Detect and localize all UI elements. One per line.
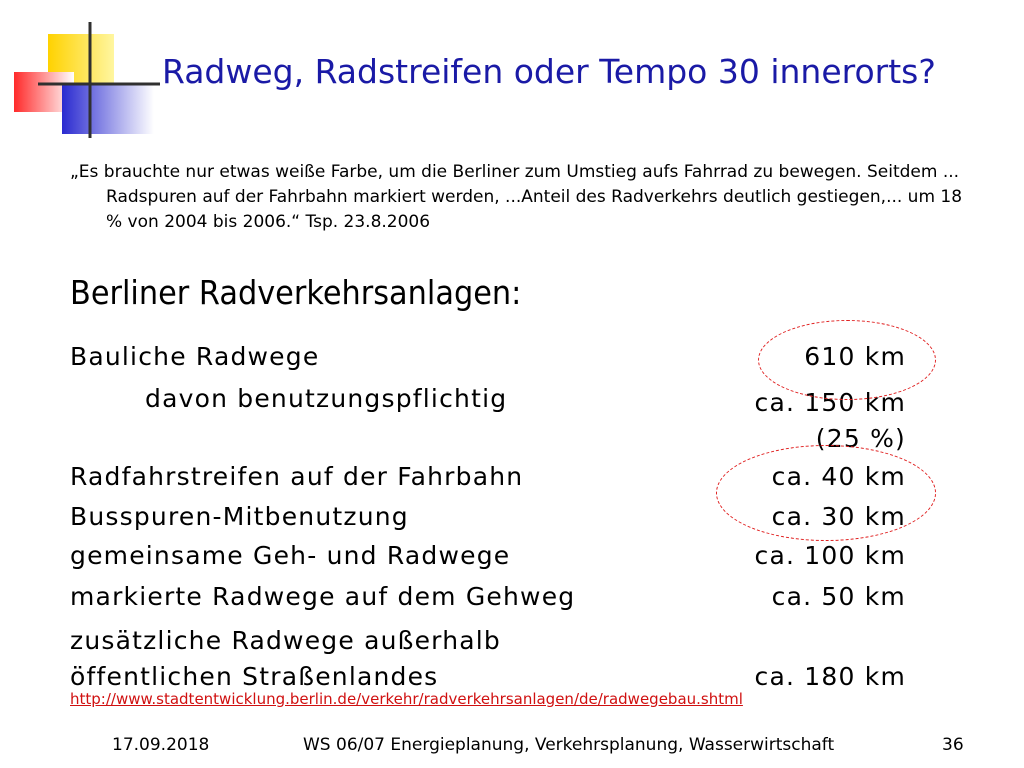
row-value: ca. 100 km xyxy=(754,541,906,570)
row-label: Bauliche Radwege xyxy=(70,342,320,371)
row-label-continued: öffentlichen Straßenlandes xyxy=(70,662,439,691)
row-value: ca. 30 km xyxy=(771,502,906,531)
row-value: ca. 180 km xyxy=(754,662,906,691)
highlight-ellipse xyxy=(758,320,936,400)
row-label: Busspuren-Mitbenutzung xyxy=(70,502,409,531)
row-value: ca. 40 km xyxy=(771,462,906,491)
row-label: zusätzliche Radwege außerhalb xyxy=(70,626,501,655)
row-label: gemeinsame Geh- und Radwege xyxy=(70,541,511,570)
row-value: 610 km xyxy=(804,342,906,371)
highlight-ellipse xyxy=(716,445,936,541)
footer-course: WS 06/07 Energieplanung, Verkehrsplanung, Wasserwirtschaft xyxy=(303,735,835,755)
footer-page-number: 36 xyxy=(942,735,964,755)
source-link[interactable]: http://www.stadtentwicklung.berlin.de/verkehr/radverkehrsanlagen/de/radwegebau.shtml xyxy=(70,690,743,708)
row-label: markierte Radwege auf dem Gehweg xyxy=(70,582,576,611)
row-value: ca. 50 km xyxy=(771,582,906,611)
row-label: davon benutzungspflichtig xyxy=(145,384,508,413)
row-value: ca. 150 km xyxy=(754,388,906,417)
section-heading: Berliner Radverkehrsanlagen: xyxy=(70,273,522,312)
quote-text: „Es brauchte nur etwas weiße Farbe, um die Berliner zum Umstieg aufs Fahrrad zu bewegen. Seitdem ... Radspuren auf der Fahrbahn markiert werden, ...Anteil des Radverkehrs deutlich gestiegen,... um 18 % von 2004 bis 2006.“ Tsp. 23.8.2006 xyxy=(70,162,963,232)
row-value-share: (25 %) xyxy=(815,424,906,453)
footer-date: 17.09.2018 xyxy=(112,735,210,755)
slide-title: Radweg, Radstreifen oder Tempo 30 innerorts? xyxy=(162,52,936,91)
row-label: Radfahrstreifen auf der Fahrbahn xyxy=(70,462,524,491)
